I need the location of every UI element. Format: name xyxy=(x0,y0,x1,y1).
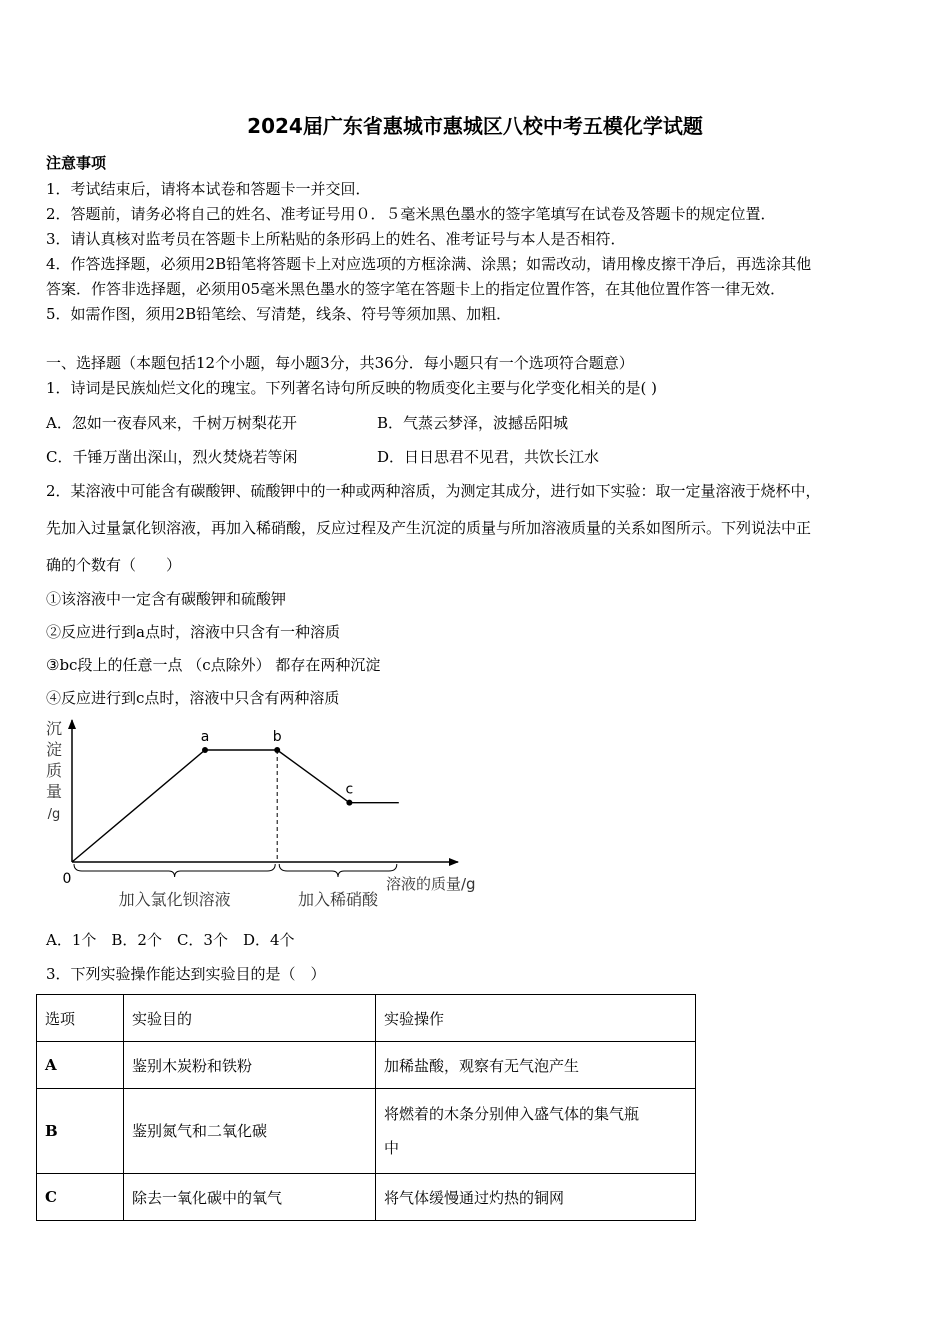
segment-brace xyxy=(74,864,275,877)
row-operation-line-2: 中 xyxy=(384,1139,400,1157)
q3-stem: 3．下列实验操作能达到实验目的是（ ） xyxy=(46,965,326,983)
x-axis-label: 溶液的质量/g xyxy=(386,875,476,893)
row-option: B xyxy=(37,1089,124,1174)
q1-option-b: B．气蒸云梦泽，波撼岳阳城 xyxy=(377,414,569,432)
q1-option-a: A．忽如一夜春风来，千树万树梨花开 xyxy=(46,414,297,432)
table-row xyxy=(37,1089,696,1174)
segment-label: 加入氯化钡溶液 xyxy=(118,890,231,909)
experiment-table xyxy=(36,994,696,1221)
header-option: 选项 xyxy=(37,995,124,1042)
table-header-row xyxy=(37,995,696,1042)
row-option: A xyxy=(37,1042,124,1089)
header-operation: 实验操作 xyxy=(376,995,696,1042)
y-label-char: 量 xyxy=(45,782,63,801)
row-operation: 将气体缓慢通过灼热的铜网 xyxy=(376,1174,696,1221)
q1-option-d: D．日日思君不见君，共饮长江水 xyxy=(377,448,600,466)
q2-statement-4: ④反应进行到c点时，溶液中只含有两种溶质 xyxy=(46,689,340,707)
point-a xyxy=(202,747,208,753)
header-goal: 实验目的 xyxy=(124,995,376,1042)
y-label-char: 淀 xyxy=(45,740,63,759)
q2-statement-3: ③bc段上的任意一点 （c点除外） 都存在两种沉淀 xyxy=(46,656,381,674)
notice-item-5: 5．如需作图，须用2B铅笔绘、写清楚，线条、符号等须加黑、加粗． xyxy=(46,305,512,323)
point-label-b: b xyxy=(272,729,282,745)
point-c xyxy=(346,800,352,806)
segment-label: 加入稀硝酸 xyxy=(297,890,379,909)
exam-title: 2024届广东省惠城市惠城区八校中考五模化学试题 xyxy=(247,114,703,138)
y-label-char: 质 xyxy=(45,761,63,780)
point-label-a: a xyxy=(200,729,210,745)
point-b xyxy=(274,747,280,753)
notice-item-2: 2．答题前，请务必将自己的姓名、准考证号用０．５毫米黑色墨水的签字笔填写在试卷及答题卡的规定位置． xyxy=(46,205,776,223)
q2-stem-line-2: 先加入过量氯化钡溶液，再加入稀硝酸，反应过程及产生沉淀的质量与所加溶液质量的关系如图所示。下列说法中正 xyxy=(46,519,812,537)
q2-options: A．1个 B．2个 C．3个 D．4个 xyxy=(46,931,295,949)
row-operation xyxy=(376,1089,696,1174)
section-heading: 一、选择题（本题包括12个小题，每小题3分，共36分．每小题只有一个选项符合题意） xyxy=(46,354,634,372)
series-line xyxy=(72,750,399,862)
row-goal: 鉴别氮气和二氧化碳 xyxy=(124,1089,376,1174)
notice-item-3: 3．请认真核对监考员在答题卡上所粘贴的条形码上的姓名、准考证号与本人是否相符． xyxy=(46,230,626,248)
x-segment-braces xyxy=(74,864,397,909)
row-operation: 加稀盐酸，观察有无气泡产生 xyxy=(376,1042,696,1089)
precipitate-mass-chart xyxy=(40,712,500,922)
notice-heading: 注意事项 xyxy=(46,154,107,172)
q2-statement-2: ②反应进行到a点时，溶液中只含有一种溶质 xyxy=(46,623,340,641)
y-label-char: /g xyxy=(47,807,61,822)
point-label-c: c xyxy=(345,781,354,798)
row-option: C xyxy=(37,1174,124,1221)
q2-stem-line-1: 2．某溶液中可能含有碳酸钾、硫酸钾中的一种或两种溶质，为测定其成分，进行如下实验：取一定量溶液于烧杯中， xyxy=(46,482,821,500)
q1-option-c: C．千锤万凿出深山，烈火焚烧若等闲 xyxy=(46,448,298,466)
table-row xyxy=(37,1042,696,1089)
notice-item-4: 4．作答选择题，必须用2B铅笔将答题卡上对应选项的方框涂满、涂黑；如需改动，请用橡皮擦干净后，再选涂其他 xyxy=(46,255,812,273)
origin-label: 0 xyxy=(62,871,72,887)
notice-item-4-cont: 答案．作答非选择题，必须用05毫米黑色墨水的签字笔在答题卡上的指定位置作答，在其他位置作答一律无效． xyxy=(46,280,786,298)
q1-stem: 1．诗词是民族灿烂文化的瑰宝。下列著名诗句所反映的物质变化主要与化学变化相关的是( ) xyxy=(46,379,658,397)
notice-item-1: 1．考试结束后，请将本试卷和答题卡一并交回． xyxy=(46,180,371,198)
y-axis-label xyxy=(46,719,62,822)
q2-stem-line-3: 确的个数有（ ） xyxy=(46,556,182,574)
q2-statement-1: ①该溶液中一定含有碳酸钾和硫酸钾 xyxy=(46,590,287,608)
table-row xyxy=(37,1174,696,1221)
row-goal: 鉴别木炭粉和铁粉 xyxy=(124,1042,376,1089)
row-operation-line-1: 将燃着的木条分别伸入盛气体的集气瓶 xyxy=(384,1105,640,1123)
y-label-char: 沉 xyxy=(45,719,63,738)
segment-brace xyxy=(279,864,397,877)
row-goal: 除去一氧化碳中的氧气 xyxy=(124,1174,376,1221)
